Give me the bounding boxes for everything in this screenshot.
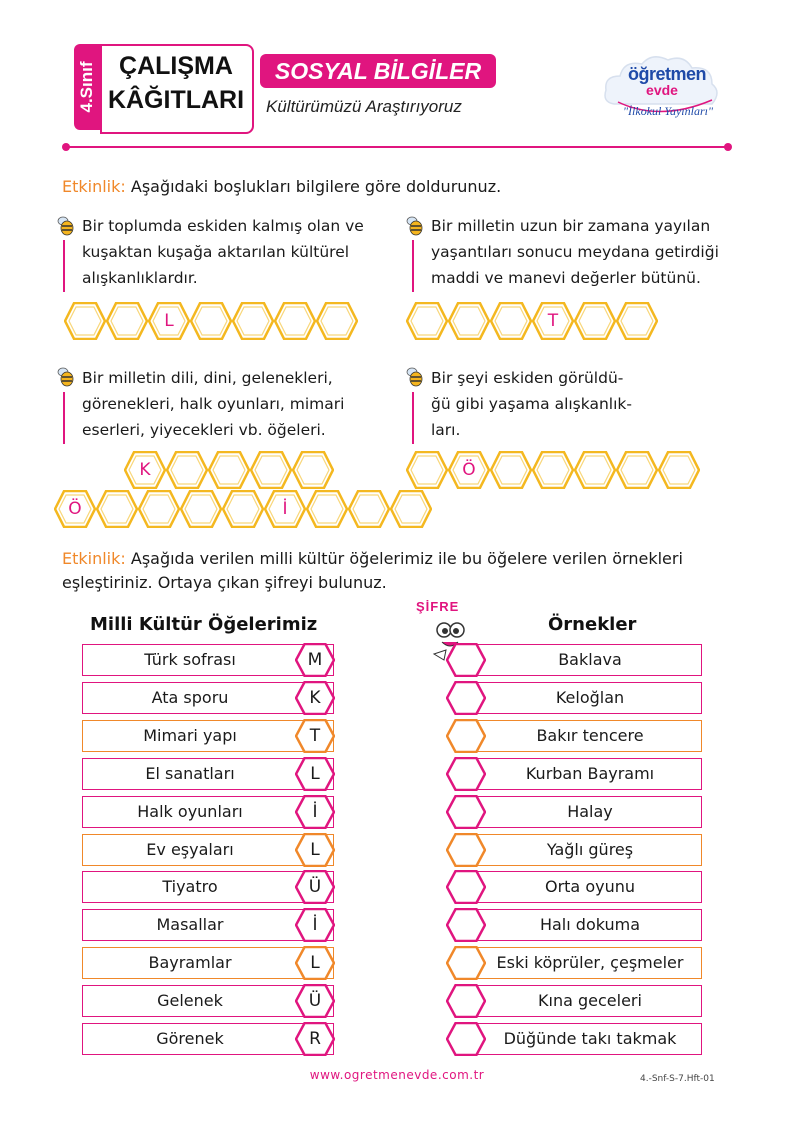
hexagon-letter: T <box>547 311 559 331</box>
left-item-label: Tiyatro <box>162 877 218 896</box>
clue-line: görenekleri, halk oyunları, mimari <box>82 395 345 413</box>
hexagon-cell[interactable] <box>446 681 486 715</box>
clue-arrow-line <box>63 240 65 292</box>
hexagon-letter <box>64 302 106 340</box>
clue-arrow-line <box>412 392 414 444</box>
divider-dot-right <box>724 143 732 151</box>
logo-slogan: "İlkokul Yayınları" <box>623 104 713 118</box>
hexagon-letter <box>222 490 264 528</box>
hexagon-letter <box>574 451 616 489</box>
hexagon-letter <box>658 451 700 489</box>
hexagon-letter <box>406 302 448 340</box>
hexagon-letter <box>166 451 208 489</box>
clue-1-text <box>82 213 364 291</box>
hexagon-letter: L <box>164 311 174 331</box>
clue-line: maddi ve manevi değerler bütünü. <box>431 269 701 287</box>
clue-2-text <box>431 213 719 291</box>
cipher-letter: Ü <box>308 991 322 1011</box>
hexagon-cell[interactable] <box>446 1022 486 1056</box>
clue-line: Bir şeyi eskiden görüldü- <box>431 369 624 387</box>
hexagon-cell[interactable] <box>446 946 486 980</box>
grade-label: 4.Sınıf <box>77 61 96 113</box>
hexagon-cell[interactable] <box>446 643 486 677</box>
hexagon-letter: İ <box>282 499 288 519</box>
right-item-label: Orta oyunu <box>544 877 635 896</box>
right-item-label: Yağlı güreş <box>546 840 634 859</box>
header-divider <box>66 146 728 148</box>
hexagon-letter <box>348 490 390 528</box>
cipher-letter: K <box>309 688 321 708</box>
hexagon-letter <box>208 451 250 489</box>
activity1-label: Etkinlik: <box>62 177 126 196</box>
right-column-header: Örnekler <box>548 614 637 635</box>
left-item-label: Masallar <box>156 915 224 934</box>
subject-title: SOSYAL BİLGİLER <box>274 58 482 84</box>
hexagon-letter <box>292 451 334 489</box>
logo-word-2: evde <box>646 82 678 98</box>
left-item-label: Ev eşyaları <box>146 840 234 859</box>
hexagon-letter <box>448 302 490 340</box>
title-line-1: ÇALIŞMA <box>119 52 233 80</box>
clue-line: ları. <box>431 421 461 439</box>
hexagon-letter <box>180 490 222 528</box>
hexagon-letter <box>106 302 148 340</box>
hexagon-cell[interactable] <box>446 984 486 1018</box>
sifre-label: ŞİFRE <box>416 599 460 614</box>
right-item-label: Baklava <box>558 650 622 669</box>
right-item-label: Halay <box>567 802 613 821</box>
hexagon-letter <box>250 451 292 489</box>
hexagon-cell[interactable] <box>446 795 486 829</box>
activity2-instruction <box>62 547 742 595</box>
hexagon-cell[interactable] <box>446 908 486 942</box>
right-item-label: Kurban Bayramı <box>525 764 655 783</box>
clue-arrow-line <box>412 240 414 292</box>
title-line-2: KÂĞITLARI <box>107 86 245 114</box>
right-item-label: Keloğlan <box>555 688 625 707</box>
cipher-letter: İ <box>312 915 318 935</box>
left-item-label: Halk oyunları <box>137 802 243 821</box>
hexagon-letter <box>406 451 448 489</box>
clue-line: Bir milletin uzun bir zamana yayılan <box>431 217 711 235</box>
cipher-letter: T <box>309 726 321 746</box>
hexagon-letter <box>232 302 274 340</box>
divider-dot-left <box>62 143 70 151</box>
activity2-text-1: Aşağıda verilen milli kültür öğelerimiz ile bu öğelere verilen örnekleri <box>125 549 683 568</box>
hexagon-letter <box>274 302 316 340</box>
bee-icon <box>55 366 77 388</box>
bee-icon <box>404 366 426 388</box>
hexagon-letter: K <box>139 460 151 480</box>
activity1-text: Aşağıdaki boşlukları bilgilere göre doldurunuz. <box>125 177 502 196</box>
hexagon-cell[interactable] <box>446 870 486 904</box>
hexagon-letter <box>532 451 574 489</box>
footer-url[interactable]: www.ogretmenevde.com.tr <box>309 1068 485 1082</box>
left-item-label: Ata sporu <box>151 688 229 707</box>
cipher-letter: L <box>310 953 320 973</box>
hexagon-letter <box>390 490 432 528</box>
left-item-label: Görenek <box>156 1029 224 1048</box>
clue-line: yaşantıları sonucu meydana getirdiği <box>431 243 719 261</box>
right-item-label: Kına geceleri <box>538 991 642 1010</box>
left-item-label: Gelenek <box>157 991 223 1010</box>
clue-line: Bir toplumda eskiden kalmış olan ve <box>82 217 364 235</box>
cipher-letter: L <box>310 840 320 860</box>
hexagon-letter <box>616 302 658 340</box>
activity2-label: Etkinlik: <box>62 549 126 568</box>
hexagon-letter <box>490 302 532 340</box>
clue-arrow-line <box>63 392 65 444</box>
hexagon-cell[interactable] <box>446 833 486 867</box>
left-item-label: Bayramlar <box>148 953 232 972</box>
hexagon-letter <box>316 302 358 340</box>
footer-code: 4.-Snf-S-7.Hft-01 <box>640 1074 715 1084</box>
hexagon-letter <box>574 302 616 340</box>
hexagon-letter <box>96 490 138 528</box>
cipher-letter: Ü <box>308 877 322 897</box>
bee-icon <box>55 215 77 237</box>
cipher-letter: L <box>310 764 320 784</box>
hexagon-cell[interactable] <box>446 757 486 791</box>
left-item-label: El sanatları <box>145 764 235 783</box>
logo-word: öğretmen <box>627 64 706 84</box>
hexagon-letter <box>190 302 232 340</box>
clue-4-text <box>431 365 632 443</box>
activity2-text-2: eşleştiriniz. Ortaya çıkan şifreyi bulunuz. <box>62 573 387 592</box>
hexagon-letter <box>306 490 348 528</box>
hexagon-letter <box>490 451 532 489</box>
hexagon-letter <box>616 451 658 489</box>
clue-line: eserleri, yiyecekleri vb. öğeleri. <box>82 421 326 439</box>
clue-line: kuşaktan kuşağa aktarılan kültürel <box>82 243 350 261</box>
hexagon-letter: Ö <box>68 499 82 519</box>
activity1-instruction <box>62 175 501 199</box>
clue-line: alışkanlıklardır. <box>82 269 198 287</box>
topic-title: Kültürümüzü Araştırıyoruz <box>266 97 462 116</box>
clue-line: ğü gibi yaşama alışkanlık- <box>431 395 632 413</box>
cipher-letter: R <box>309 1029 321 1049</box>
clue-line: Bir milletin dili, dini, gelenekleri, <box>82 369 333 387</box>
left-item-label: Türk sofrası <box>144 650 236 669</box>
cipher-letter: M <box>307 650 323 670</box>
cipher-letter: İ <box>312 802 318 822</box>
clue-3-text <box>82 365 344 443</box>
right-item-label: Eski köprüler, çeşmeler <box>496 953 684 972</box>
bee-icon <box>404 215 426 237</box>
left-column-header: Milli Kültür Öğelerimiz <box>90 614 318 635</box>
right-item-label: Halı dokuma <box>539 915 641 934</box>
left-item-label: Mimari yapı <box>143 726 237 745</box>
hexagon-cell[interactable] <box>446 719 486 753</box>
right-item-label: Düğünde takı takmak <box>503 1029 677 1048</box>
hexagon-letter: Ö <box>462 460 476 480</box>
hexagon-letter <box>138 490 180 528</box>
right-item-label: Bakır tencere <box>536 726 644 745</box>
